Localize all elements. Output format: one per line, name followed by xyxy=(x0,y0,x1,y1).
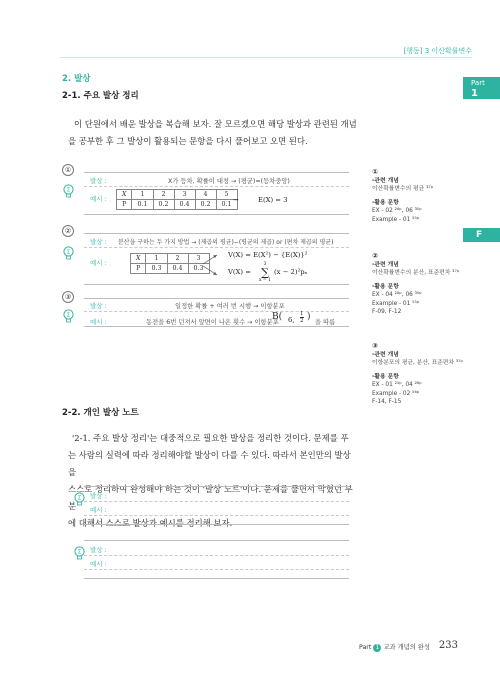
footer-part: Part xyxy=(358,644,372,651)
table-cell: 0.1 xyxy=(216,200,237,210)
lightbulb-icon xyxy=(74,546,85,560)
block-3-marker: ③ xyxy=(62,291,74,303)
sidebar-value: Example - 01 ⁵⁵ᵖ xyxy=(372,300,420,307)
note-1-top-rule xyxy=(84,486,349,487)
binom-post: 을 따름 xyxy=(315,319,336,326)
binom-n: 6, xyxy=(288,316,295,324)
table-cell: 2 xyxy=(167,254,188,264)
footer xyxy=(359,642,430,652)
block-2-eq1: V(X) = E(X²) − {E(X)}² xyxy=(228,251,308,259)
note-2-bal-label: 발상 : xyxy=(90,546,107,554)
part-tab-number: 1 xyxy=(471,88,478,99)
block-3-bal-text: 일정한 확률 + 여러 번 시행 → 이항분포 xyxy=(175,303,285,310)
sidebar-note-1 xyxy=(372,168,467,224)
block-2-prob-table xyxy=(130,253,210,274)
sidebar-note-2 xyxy=(372,252,467,317)
note-1-mid-rule xyxy=(84,501,349,502)
block-3-bottom-rule xyxy=(84,326,349,327)
table-cell: 2 xyxy=(153,190,174,200)
sidebar-value: EX - 04 ²⁸ᵖ, 06 ³⁰ᵖ xyxy=(372,292,422,298)
binom-den: 2 xyxy=(300,318,304,324)
binom-fraction xyxy=(300,311,304,324)
block-2-bottom-rule xyxy=(84,284,349,285)
lightbulb-icon xyxy=(63,184,74,198)
running-header: [행동] 3 이산확률변수 xyxy=(403,47,472,55)
sidebar-value: 이산확률변수의 분산, 표준편차 ³⁷ᵖ xyxy=(372,270,460,276)
intro-paragraph xyxy=(68,116,398,150)
block-2-marker: ② xyxy=(62,225,74,237)
part-tab xyxy=(463,77,500,99)
lightbulb-icon xyxy=(63,309,74,323)
block-1-result: E(X) = 3 xyxy=(258,196,288,204)
block-3-bal-label: 발상 : xyxy=(90,302,107,310)
table-head-x: X xyxy=(131,254,146,264)
page-number: 233 xyxy=(438,640,458,651)
lightbulb-icon xyxy=(63,246,74,260)
block-2-sum xyxy=(258,262,272,283)
note-1-bottom-rule xyxy=(84,524,349,525)
svg-text:Σ: Σ xyxy=(66,249,71,256)
sidebar-value: Example - 02 ⁵⁶ᵖ xyxy=(372,390,420,397)
block-1-top-rule xyxy=(84,172,349,173)
sidebar-key: -관련 개념 xyxy=(372,261,399,268)
table-cell: 0.2 xyxy=(153,200,174,210)
sidebar-key: -활용 문항 xyxy=(372,373,399,380)
note-line-1: '2-1. 주요 발상 정리'는 대중적으로 필요한 발상을 정리한 것이다. 문제를 푸 xyxy=(72,433,349,443)
header-rule xyxy=(60,57,472,58)
note-2-mid-rule xyxy=(84,555,349,556)
block-1-bal-label: 발상 : xyxy=(90,177,107,185)
binom-close: ) xyxy=(307,312,311,322)
table-cell: 0.3 xyxy=(188,264,209,274)
sum-lower: x = 1 xyxy=(258,278,272,283)
sidebar-key: -활용 문항 xyxy=(372,199,399,206)
block-1-arrow: → xyxy=(233,196,239,204)
note-line-3: 스스로 정리하여 완성해야 하는 것이 '발상 노트'이다. 문제를 풀면서 막혔던 부분 xyxy=(68,484,353,511)
note-2-top-rule xyxy=(84,540,349,541)
sidebar-value: EX - 02 ²⁶ᵖ, 06 ³⁰ᵖ xyxy=(372,208,422,214)
table-cell: 0.4 xyxy=(167,264,188,274)
footer-part-number: 1 xyxy=(373,644,381,652)
table-cell: 3 xyxy=(174,190,195,200)
sidebar-value: F-09, F-12 xyxy=(372,309,402,315)
block-3-top-rule xyxy=(84,298,349,299)
note-paragraph xyxy=(68,430,358,532)
block-1-bottom-rule xyxy=(84,214,349,215)
svg-text:Σ: Σ xyxy=(66,312,71,319)
note-2-rule xyxy=(84,569,349,570)
section-title: 2. 발상 xyxy=(62,74,91,84)
sidebar-num: ② xyxy=(372,252,378,260)
sum-icon: ∑ xyxy=(261,266,269,279)
block-2-eq2-post: (x − 2)²pₓ xyxy=(274,268,308,276)
sidebar-value: Example - 01 ⁵⁵ᵖ xyxy=(372,216,420,223)
table-head-p: P xyxy=(131,264,146,274)
binom-num: 1 xyxy=(300,311,304,317)
block-1-mid-rule xyxy=(84,186,349,187)
sidebar-value: F-14, F-15 xyxy=(372,399,402,405)
note-2-ye-label: 예시 : xyxy=(90,560,107,568)
block-2-bal-text: 분산을 구하는 두 가지 방법 → (제곱의 평균)−(평균의 제곱) or (편차 제곱의 평균) xyxy=(118,239,334,246)
note-1-ye-label: 예시 : xyxy=(90,506,107,514)
part-tab-label: Part xyxy=(471,79,485,87)
table-cell: 0.1 xyxy=(132,200,153,210)
sidebar-note-3 xyxy=(372,342,467,407)
block-2-eq2-pre: V(X) = xyxy=(228,268,251,276)
sidebar-value: 이항분포의 평균, 분산, 표준편차 ³⁷ᵖ xyxy=(372,360,463,366)
note-1-rule xyxy=(84,515,349,516)
note-1-bal-label: 발상 : xyxy=(90,492,107,500)
table-cell: 1 xyxy=(146,254,167,264)
block-1-marker: ① xyxy=(62,164,74,176)
block-1-prob-table xyxy=(116,189,238,210)
branch-arrows xyxy=(200,250,222,280)
block-2-bal-label: 발상 : xyxy=(90,238,107,246)
table-cell: 5 xyxy=(216,190,237,200)
svg-text:Σ: Σ xyxy=(66,187,71,194)
table-cell: 0.4 xyxy=(174,200,195,210)
note-line-4: 에 대해서 스스로 발상과 예시를 정리해 보자. xyxy=(68,518,233,528)
chapter-tab: F xyxy=(463,228,500,242)
table-cell: 0.3 xyxy=(146,264,167,274)
table-cell: 0.2 xyxy=(195,200,216,210)
subsection-title-1: 2-1. 주요 발상 정리 xyxy=(62,91,139,101)
block-1-ye-label: 예시 : xyxy=(90,195,107,203)
sidebar-num: ③ xyxy=(372,342,378,350)
table-head-x: X xyxy=(117,190,132,200)
sidebar-value: EX - 01 ²⁵ᵖ, 04 ²⁸ᵖ xyxy=(372,382,422,388)
sidebar-key: -활용 문항 xyxy=(372,283,399,290)
intro-line-1: 이 단원에서 배운 발상을 복습해 보자. 잘 모르겠으면 해당 발상과 관련된 개념 xyxy=(74,119,357,129)
subsection-title-2: 2-2. 개인 발상 노트 xyxy=(62,408,139,418)
footer-text: 교과 개념의 완성 xyxy=(383,644,430,651)
sum-upper: 3 xyxy=(263,262,267,267)
table-cell: 3 xyxy=(188,254,209,264)
sidebar-key: -관련 개념 xyxy=(372,177,399,184)
lightbulb-icon xyxy=(74,492,85,506)
block-2-mid-rule xyxy=(84,247,349,248)
svg-text:Σ: Σ xyxy=(77,549,82,556)
sidebar-value: 이산확률변수의 평균 ³⁷ᵖ xyxy=(372,186,434,192)
table-head-p: P xyxy=(117,200,132,210)
sidebar-num: ① xyxy=(372,168,378,176)
sidebar-key: -관련 개념 xyxy=(372,351,399,358)
svg-text:Σ: Σ xyxy=(77,495,82,502)
block-2-top-rule xyxy=(84,233,349,234)
intro-line-2: 을 공부한 후 그 발상이 활용되는 문항을 다시 풀어보고 오면 된다. xyxy=(68,136,308,146)
block-3-ye-label: 예시 : xyxy=(90,318,107,326)
table-cell: 4 xyxy=(195,190,216,200)
block-1-bal-text: X가 등차, 확률이 대칭 → (평균)=(등차중앙) xyxy=(168,178,290,185)
block-2-ye-label: 예시 : xyxy=(90,259,107,267)
block-3-ye-text: 동전을 6번 던져서 앞면이 나온 횟수 → 이항분포 xyxy=(146,319,279,326)
table-cell: 1 xyxy=(132,190,153,200)
binom-open: B( xyxy=(272,312,283,322)
note-2-bottom-rule xyxy=(84,578,349,579)
note-line-2: 는 사람의 실력에 따라 정리해야할 발상이 다를 수 있다. 따라서 본인만의 발상을 xyxy=(68,450,351,477)
